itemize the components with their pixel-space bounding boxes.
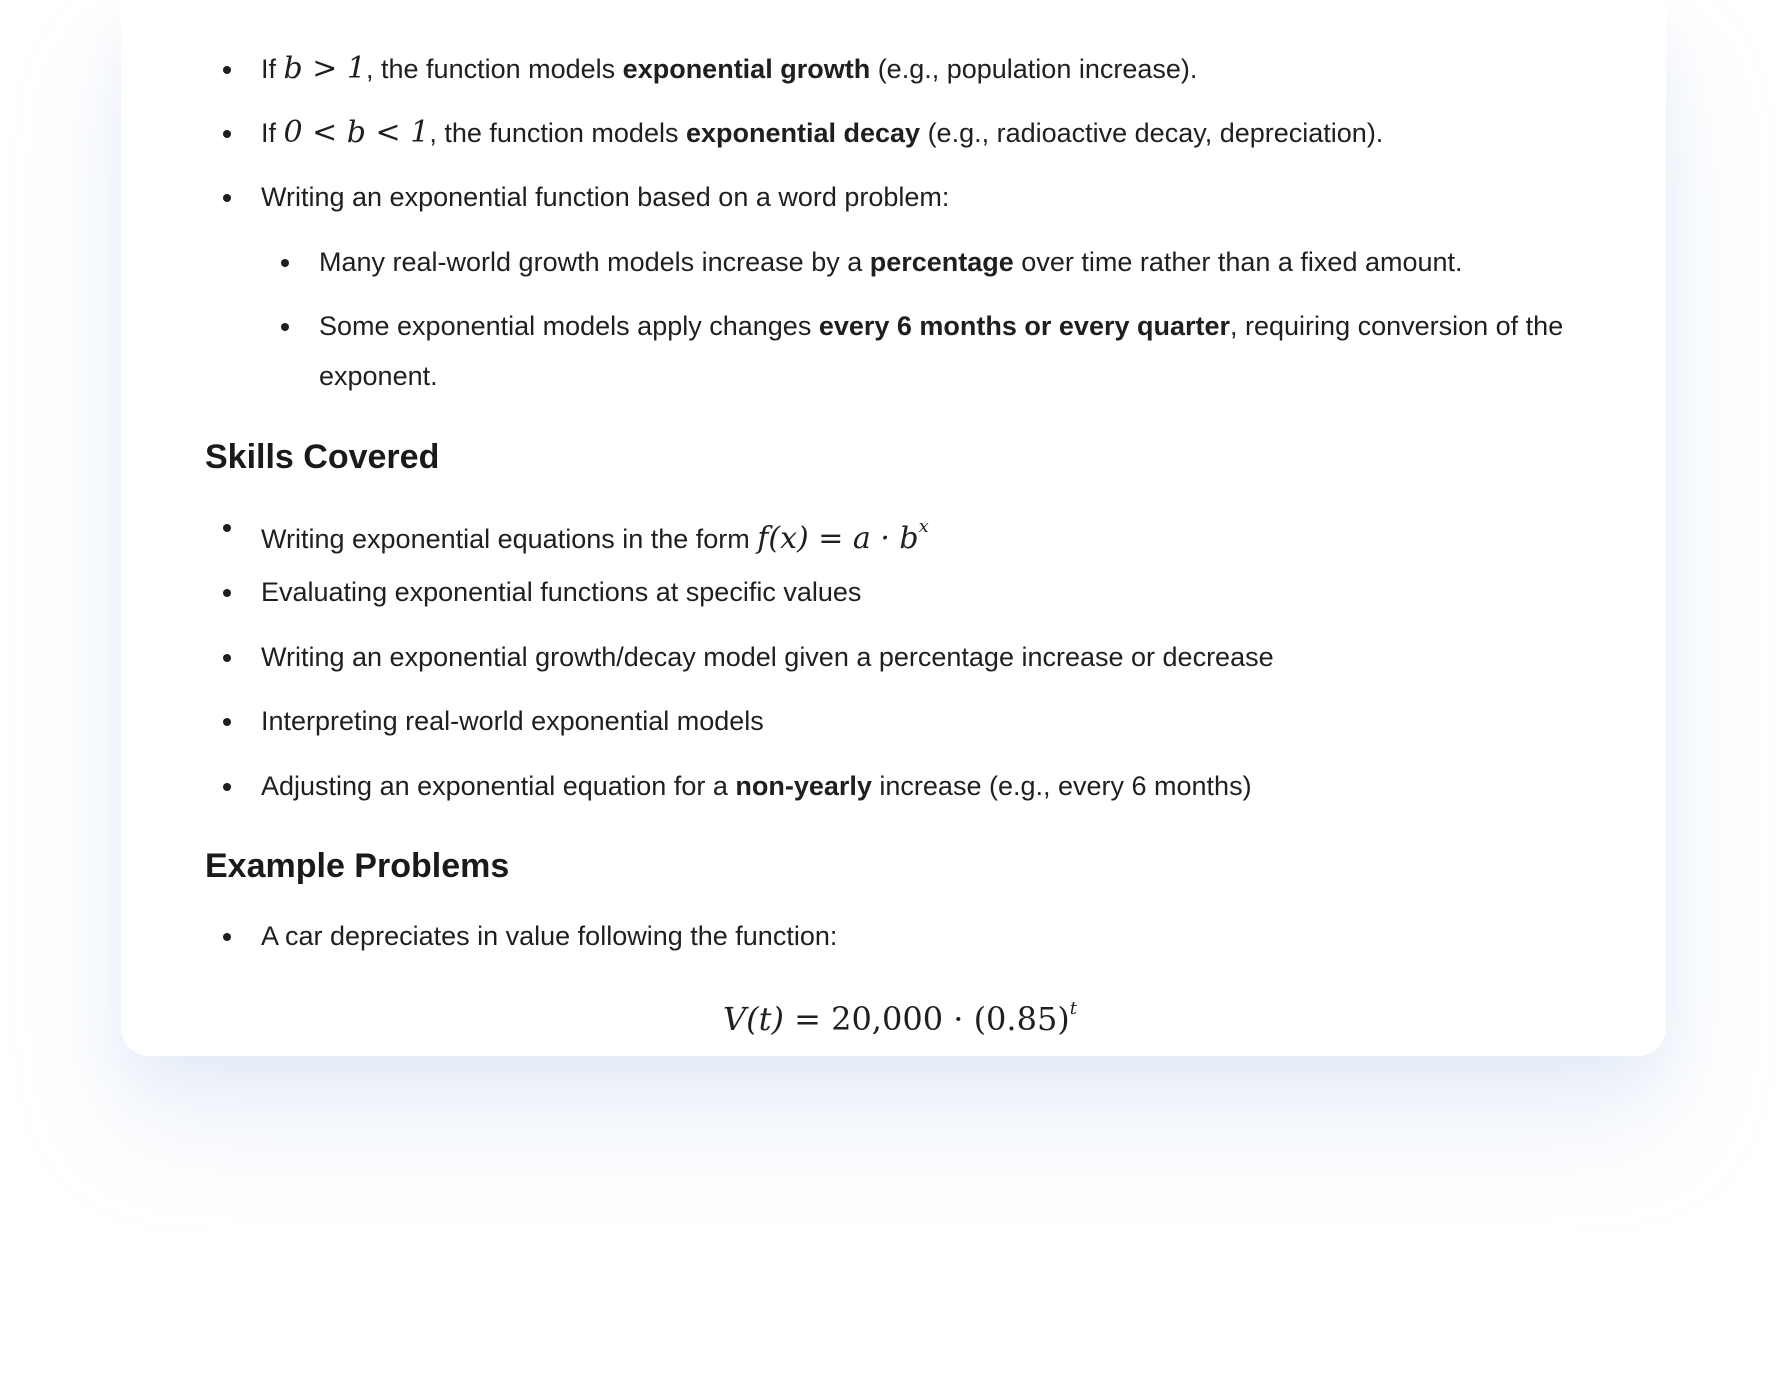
math-inline: 0 < b < 1 [283,115,430,150]
equation-lhs: V(t) [722,1000,784,1038]
math-expression: f(x) = a · b [757,521,919,556]
item-text: over time rather than a fixed amount. [1013,247,1463,277]
item-text: Adjusting an exponential equation for a [261,771,736,801]
bullet [281,259,289,267]
bold-term: exponential decay [685,118,921,148]
display-equation [205,984,1595,1044]
item-text: Interpreting real-world exponential models [261,706,764,736]
bullet [281,323,289,331]
item-text: Writing an exponential growth/decay model given a percentage increase or decrease [261,642,1274,672]
item-text: , requiring conversion of the exponent. [319,311,1564,391]
equation-rhs: = 20,000 · (0.85) [783,1000,1070,1038]
bold-term: non-yearly [735,771,872,801]
item-text: increase (e.g., every 6 months) [871,771,1252,801]
bullet [223,589,231,597]
bold-term: every 6 months or every quarter [818,311,1231,341]
item-text: , the function models [366,54,623,84]
item-text: (e.g., population increase). [870,54,1198,84]
math-exponent: x [918,516,929,537]
bullet [223,524,231,532]
bullet [223,654,231,662]
item-text: If [261,54,284,84]
item-text: Many real-world growth models increase by a [319,247,870,277]
bullet [223,66,231,74]
equation-exponent: t [1069,998,1078,1019]
bold-term: percentage [869,247,1014,277]
item-text: If [261,118,284,148]
bullet [223,718,231,726]
item-text: Writing an exponential function based on a word problem: [261,182,950,212]
item-text: (e.g., radioactive decay, depreciation). [920,118,1384,148]
item-text: Some exponential models apply changes [319,311,819,341]
bullet [223,194,231,202]
bold-term: exponential growth [622,54,871,84]
content-card [121,0,1666,1056]
math-inline [757,516,929,556]
item-text: Writing exponential equations in the form [261,524,758,554]
section-heading: Skills Covered [205,438,440,476]
bullet [223,783,231,791]
item-text: A car depreciates in value following the function: [261,921,838,951]
item-text: Evaluating exponential functions at specific values [261,577,862,607]
item-text: , the function models [429,118,686,148]
section-heading: Example Problems [205,847,510,885]
bullet [223,130,231,138]
bullet [223,933,231,941]
math-inline: b > 1 [283,51,367,86]
